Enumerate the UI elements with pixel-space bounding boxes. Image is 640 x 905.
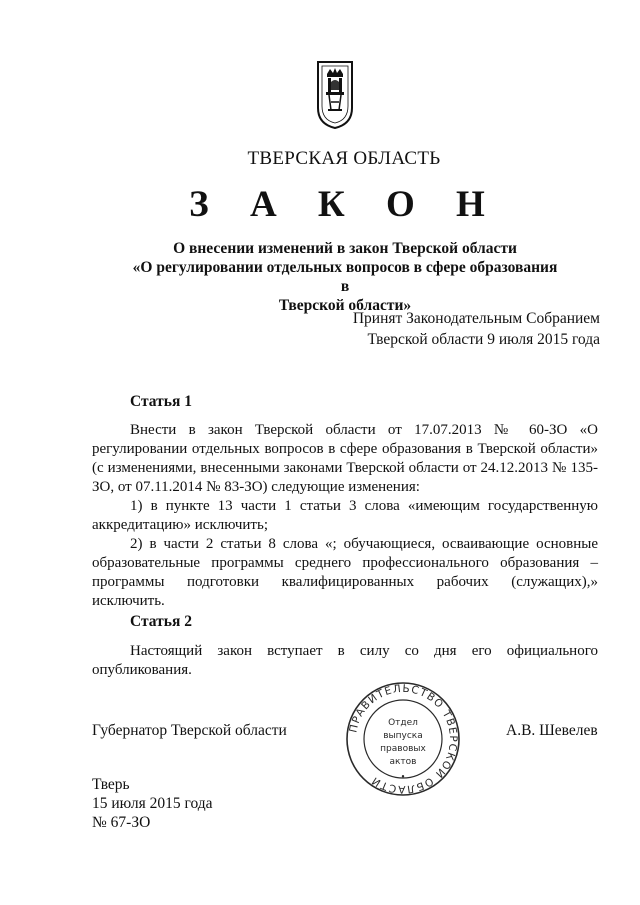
adoption-line: Принят Законодательным Собранием [352, 310, 600, 327]
stamp-center-line: выпуска [383, 731, 423, 741]
law-heading [130, 239, 560, 315]
sign-date: 15 июля 2015 года [92, 795, 213, 812]
coat-of-arms-icon [316, 60, 354, 130]
adoption-line: Тверской области 9 июля 2015 года [367, 331, 600, 348]
stamp-ring-text: ПРАВИТЕЛЬСТВО ТВЕРСКОЙ ОБЛАСТИ [347, 682, 460, 796]
article-2-body [92, 642, 598, 680]
region-title: ТВЕРСКАЯ ОБЛАСТЬ [247, 148, 441, 169]
adoption-note [353, 308, 600, 350]
article-2-title: Статья 2 [130, 613, 192, 630]
official-stamp [344, 680, 462, 798]
city: Тверь [92, 776, 130, 793]
stamp-center-line: Отдел [388, 718, 418, 728]
place-date-block [92, 775, 213, 832]
heading-line: Тверской области» [278, 297, 412, 314]
law-number: № 67-ЗО [92, 814, 151, 831]
stamp-center-line: правовых [380, 744, 426, 754]
heading-line: «О регулировании отдельных вопросов в сфере образования в [132, 259, 558, 295]
article-1-paragraph: 2) в части 2 статьи 8 слова «; обучающиеся, осваивающие основные образовательные программы среднего профессионального образования – программы подготовки квалифицированных рабочих (служащих),» исключить. [92, 536, 598, 609]
heading-line: О внесении изменений в закон Тверской области [173, 240, 517, 257]
article-1-paragraph: Внести в закон Тверской области от 17.07.2013 № 60-ЗО «О регулировании отдельных вопросов в сфере образования в Тверской области» (с изменениями, внесенными законами Тверской области от 24.12.2013 № 135-ЗО, от 07.11.2014 № 83-ЗО) следующие изменения: [92, 422, 598, 495]
governor-name: А.В. Шевелев [506, 722, 598, 739]
stamp-center-line: актов [389, 757, 417, 767]
document-type: З А К О Н [189, 184, 501, 225]
article-1-body [92, 421, 598, 611]
article-1-paragraph: 1) в пункте 13 части 1 статьи 3 слова «имеющим государственную аккредитацию» исключить; [92, 498, 598, 533]
article-1-title: Статья 1 [130, 393, 192, 410]
governor-position: Губернатор Тверской области [92, 722, 287, 739]
article-2-paragraph: Настоящий закон вступает в силу со дня его официального опубликования. [92, 643, 598, 678]
svg-text:•: • [401, 772, 405, 783]
